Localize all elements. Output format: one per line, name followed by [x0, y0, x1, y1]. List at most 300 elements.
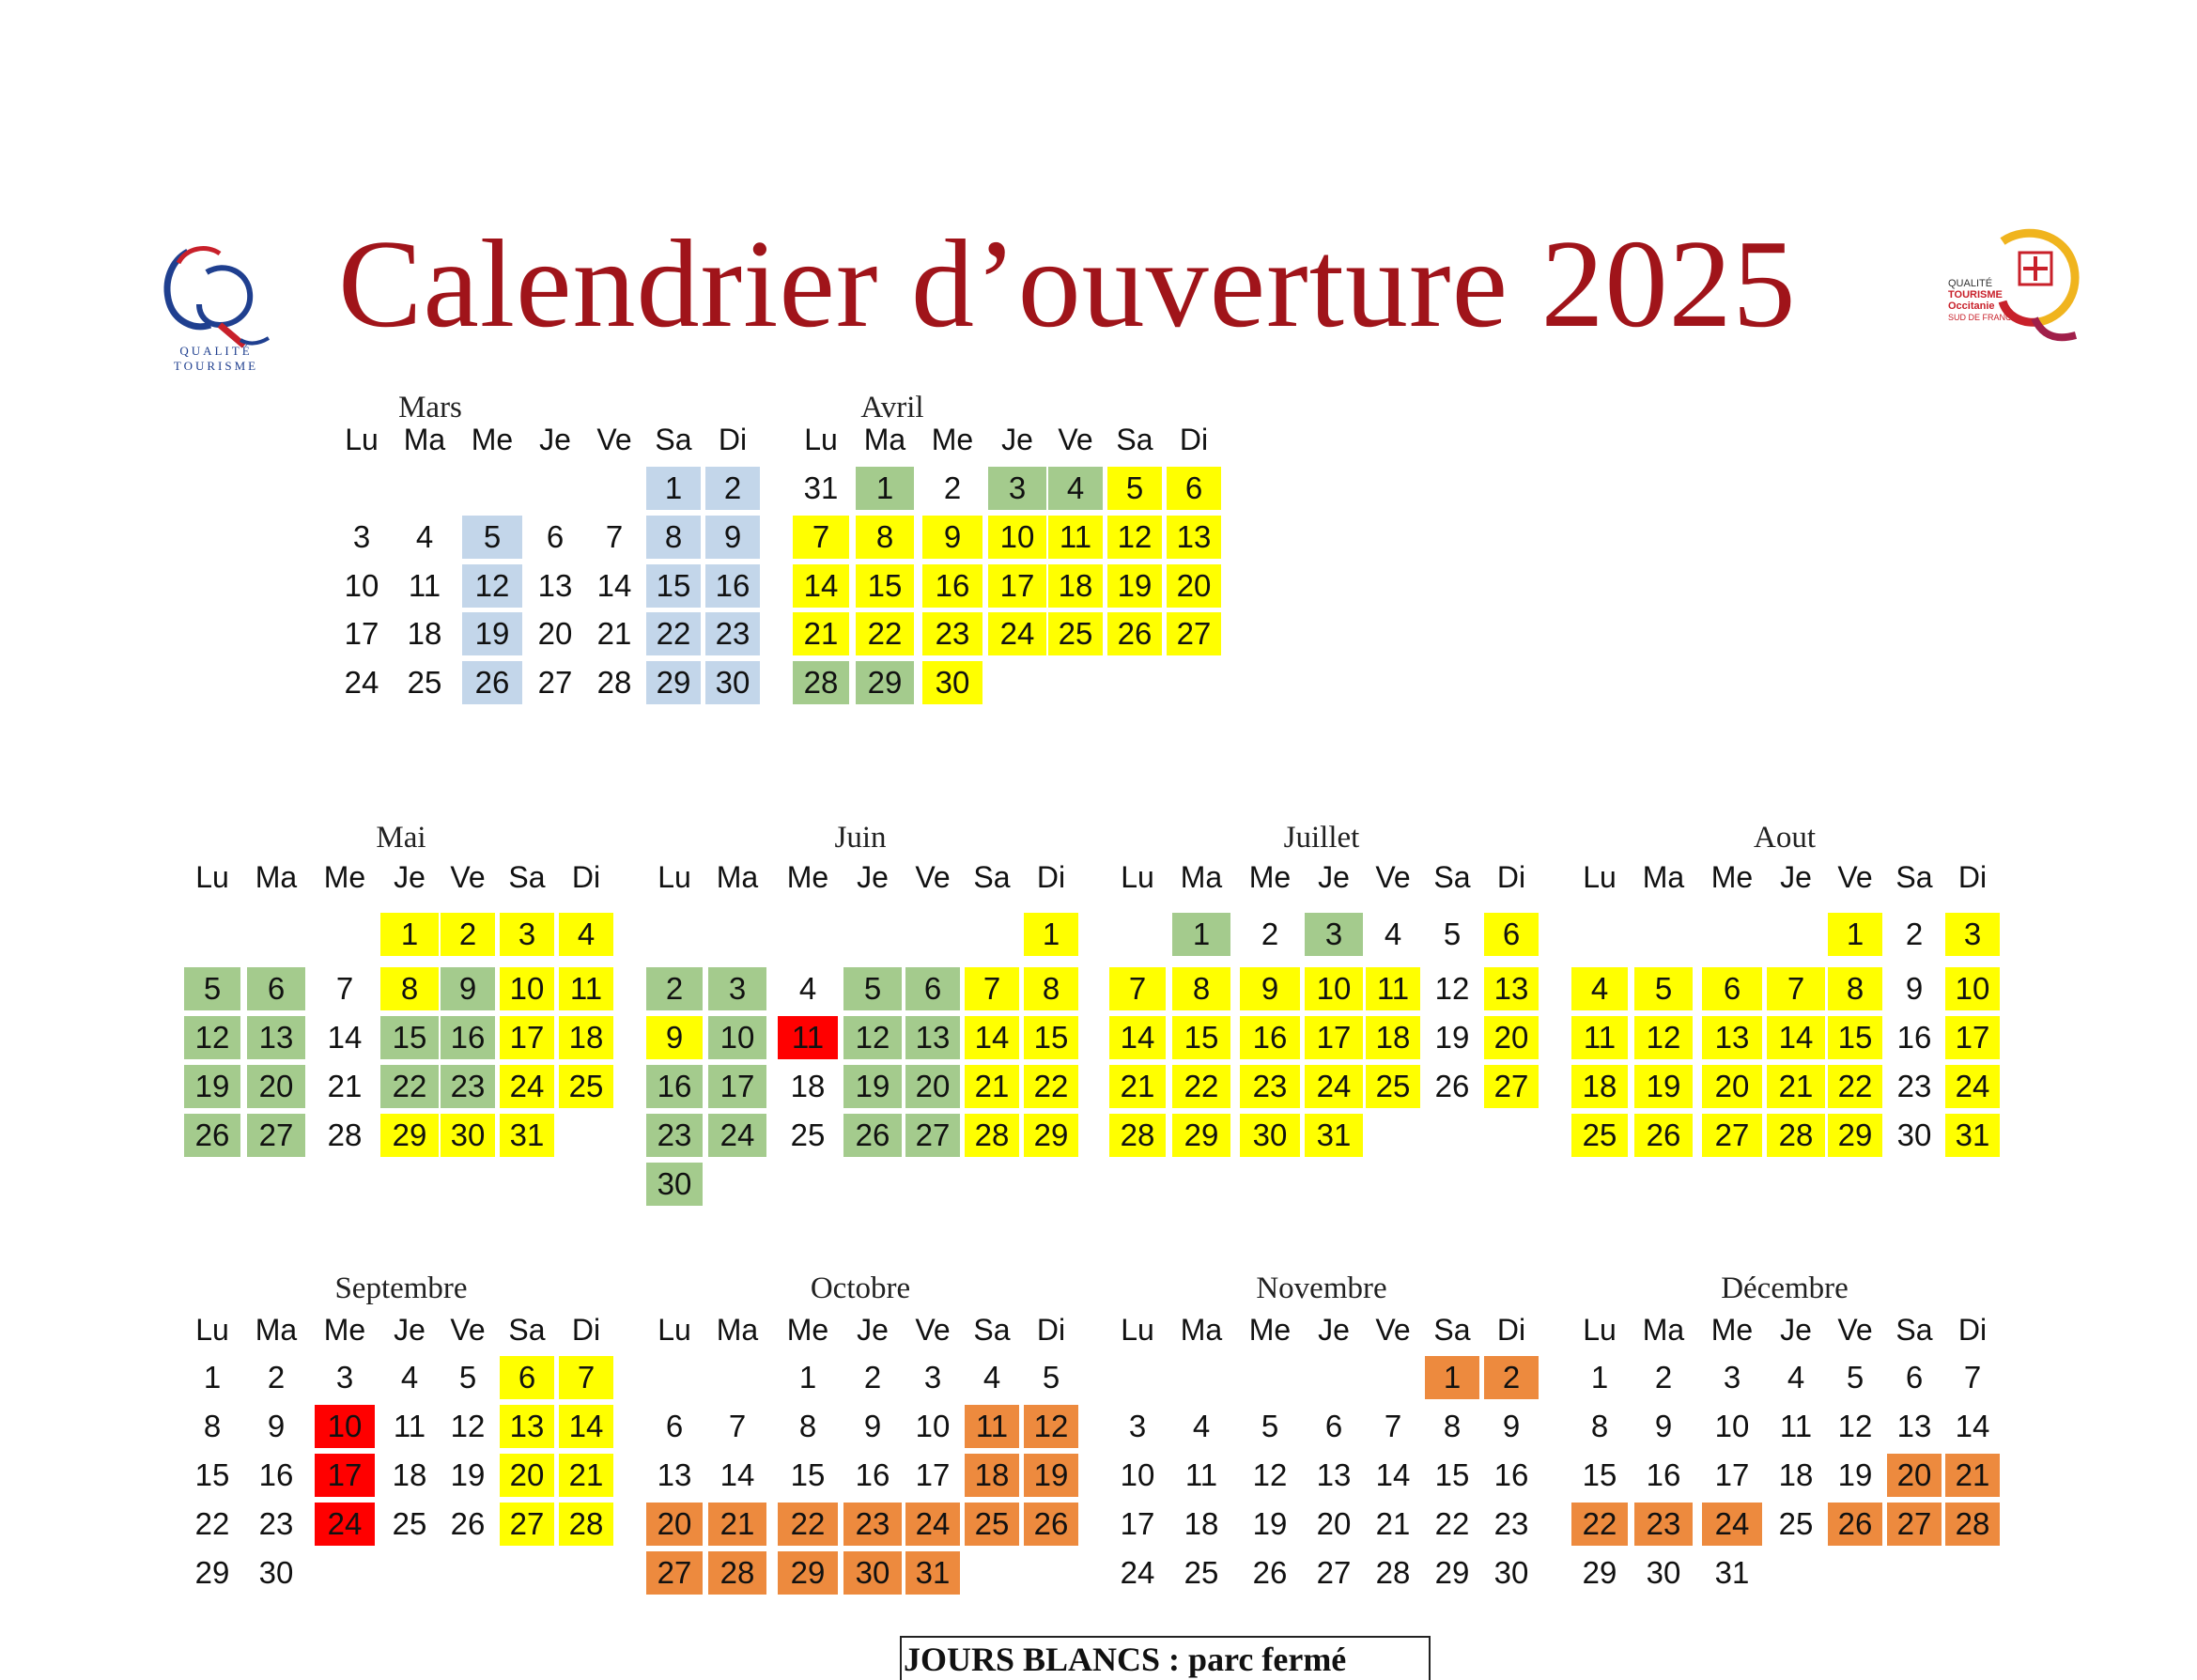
weekday-header: Sa [1895, 860, 1933, 894]
weekday-header: Lu [1583, 860, 1617, 894]
day-cell: 7 [315, 967, 375, 1010]
day-cell: 19 [1634, 1065, 1693, 1108]
month-name: Mars [398, 391, 462, 424]
day-cell: 23 [843, 1503, 902, 1546]
day-cell: 24 [333, 661, 390, 704]
weekday-header: Lu [195, 860, 229, 894]
day-cell: 20 [1702, 1065, 1762, 1108]
day-cell: 1 [1828, 913, 1882, 956]
day-cell: 27 [526, 661, 584, 704]
day-cell: 13 [1484, 967, 1539, 1010]
day-cell: 24 [1945, 1065, 2000, 1108]
weekday-header: Me [471, 423, 514, 456]
day-cell: 2 [247, 1356, 305, 1399]
day-cell: 20 [526, 612, 584, 655]
day-cell: 29 [1571, 1551, 1628, 1595]
day-cell: 9 [441, 967, 495, 1010]
day-cell: 12 [1828, 1405, 1882, 1448]
day-cell: 21 [315, 1065, 375, 1108]
day-cell: 3 [500, 913, 554, 956]
day-cell: 13 [1887, 1405, 1942, 1448]
day-cell: 31 [1305, 1114, 1363, 1157]
day-cell: 20 [1484, 1016, 1539, 1059]
weekday-header: Je [1318, 860, 1350, 894]
day-cell: 8 [1172, 967, 1230, 1010]
weekday-header: Sa [1895, 1313, 1933, 1347]
day-cell: 14 [1945, 1405, 2000, 1448]
day-cell: 17 [1305, 1016, 1363, 1059]
day-cell: 5 [1024, 1356, 1078, 1399]
day-cell: 10 [708, 1016, 766, 1059]
day-cell: 14 [315, 1016, 375, 1059]
weekday-header: Ve [450, 860, 486, 894]
qualite-tourisme-logo [150, 235, 282, 376]
weekday-header: Lu [1121, 1313, 1154, 1347]
day-cell: 8 [380, 967, 439, 1010]
day-cell: 16 [1240, 1016, 1300, 1059]
day-cell: 15 [778, 1454, 838, 1497]
day-cell: 16 [843, 1454, 902, 1497]
day-cell: 11 [380, 1405, 439, 1448]
weekday-header: Je [857, 860, 889, 894]
weekday-header: Je [539, 423, 571, 456]
weekday-header: Di [1957, 1313, 1988, 1347]
day-cell: 3 [1305, 913, 1363, 956]
weekday-header: Me [1248, 1313, 1292, 1347]
day-cell: 11 [1571, 1016, 1628, 1059]
day-cell: 28 [793, 661, 849, 704]
day-cell: 20 [1887, 1454, 1942, 1497]
weekday-header: Ve [1375, 1313, 1411, 1347]
day-cell: 10 [1702, 1405, 1762, 1448]
day-cell: 22 [380, 1065, 439, 1108]
day-cell: 14 [587, 564, 642, 608]
day-cell: 11 [965, 1405, 1019, 1448]
weekday-header: Ve [915, 1313, 951, 1347]
day-cell: 9 [1887, 967, 1942, 1010]
day-cell: 8 [778, 1405, 838, 1448]
day-cell: 30 [705, 661, 760, 704]
day-cell: 23 [646, 1114, 703, 1157]
weekday-header: Di [718, 423, 748, 456]
day-cell: 10 [988, 516, 1046, 559]
day-cell: 13 [1702, 1016, 1762, 1059]
svg-text:Occitanie: Occitanie [1948, 301, 1995, 312]
day-cell: 27 [500, 1503, 554, 1546]
weekday-header: Je [394, 860, 425, 894]
weekday-header: Sa [1116, 423, 1153, 456]
day-cell: 4 [380, 1356, 439, 1399]
day-cell: 4 [1366, 913, 1420, 956]
day-cell: 8 [184, 1405, 240, 1448]
day-cell: 7 [1109, 967, 1166, 1010]
day-cell: 22 [856, 612, 914, 655]
day-cell: 26 [843, 1114, 902, 1157]
day-cell: 28 [708, 1551, 766, 1595]
day-cell: 26 [1828, 1503, 1882, 1546]
day-cell: 17 [315, 1454, 375, 1497]
weekday-header: Ve [1837, 860, 1873, 894]
day-cell: 23 [1887, 1065, 1942, 1108]
day-cell: 24 [315, 1503, 375, 1546]
day-cell: 12 [1240, 1454, 1300, 1497]
day-cell: 15 [1571, 1454, 1628, 1497]
day-cell: 25 [1366, 1065, 1420, 1108]
day-cell: 9 [1240, 967, 1300, 1010]
day-cell: 13 [1305, 1454, 1363, 1497]
weekday-header: Me [786, 1313, 829, 1347]
day-cell: 1 [184, 1356, 240, 1399]
day-cell: 22 [1571, 1503, 1628, 1546]
weekday-header: Ve [915, 860, 951, 894]
day-cell: 16 [1484, 1454, 1539, 1497]
day-cell: 14 [1366, 1454, 1420, 1497]
day-cell: 13 [500, 1405, 554, 1448]
day-cell: 20 [247, 1065, 305, 1108]
day-cell: 4 [1571, 967, 1628, 1010]
day-cell: 8 [1024, 967, 1078, 1010]
day-cell: 26 [1107, 612, 1162, 655]
day-cell: 22 [184, 1503, 240, 1546]
day-cell: 21 [559, 1454, 613, 1497]
day-cell: 29 [1172, 1114, 1230, 1157]
day-cell: 2 [1634, 1356, 1693, 1399]
day-cell: 29 [646, 661, 701, 704]
day-cell: 12 [1634, 1016, 1693, 1059]
day-cell: 9 [646, 1016, 703, 1059]
day-cell: 3 [333, 516, 390, 559]
day-cell: 15 [184, 1454, 240, 1497]
page-title: Calendrier d’ouverture 2025 [338, 214, 1797, 353]
day-cell: 8 [646, 516, 701, 559]
weekday-header: Di [1496, 1313, 1526, 1347]
weekday-header: Ve [450, 1313, 486, 1347]
weekday-header: Di [1179, 423, 1209, 456]
day-cell: 18 [380, 1454, 439, 1497]
day-cell: 15 [646, 564, 701, 608]
day-cell: 14 [965, 1016, 1019, 1059]
day-cell: 2 [646, 967, 703, 1010]
day-cell: 23 [1484, 1503, 1539, 1546]
weekday-header: Me [786, 860, 829, 894]
weekday-header: Lu [345, 423, 379, 456]
weekday-header: Me [323, 860, 366, 894]
svg-text:QUALITÉ: QUALITÉ [179, 344, 253, 358]
month-name: Juillet [1283, 821, 1360, 855]
day-cell: 3 [1702, 1356, 1762, 1399]
day-cell: 28 [1945, 1503, 2000, 1546]
day-cell: 6 [247, 967, 305, 1010]
day-cell: 10 [500, 967, 554, 1010]
day-cell: 10 [315, 1405, 375, 1448]
day-cell: 14 [1767, 1016, 1825, 1059]
weekday-header: Me [1248, 860, 1292, 894]
day-cell: 7 [793, 516, 849, 559]
day-cell: 12 [184, 1016, 240, 1059]
day-cell: 13 [247, 1016, 305, 1059]
day-cell: 25 [778, 1114, 838, 1157]
day-cell: 3 [1109, 1405, 1166, 1448]
day-cell: 15 [380, 1016, 439, 1059]
day-cell: 11 [395, 564, 454, 608]
day-cell: 4 [395, 516, 454, 559]
day-cell: 30 [247, 1551, 305, 1595]
day-cell: 26 [462, 661, 522, 704]
day-cell: 25 [380, 1503, 439, 1546]
day-cell: 11 [1366, 967, 1420, 1010]
day-cell: 30 [1484, 1551, 1539, 1595]
day-cell: 19 [843, 1065, 902, 1108]
day-cell: 7 [708, 1405, 766, 1448]
day-cell: 18 [559, 1016, 613, 1059]
day-cell: 19 [1425, 1016, 1479, 1059]
weekday-header: Ve [1058, 423, 1093, 456]
weekday-header: Sa [508, 1313, 546, 1347]
weekday-header: Ve [1837, 1313, 1873, 1347]
day-cell: 8 [1828, 967, 1882, 1010]
day-cell: 14 [1109, 1016, 1166, 1059]
day-cell: 27 [1702, 1114, 1762, 1157]
day-cell: 9 [922, 516, 982, 559]
day-cell: 29 [1828, 1114, 1882, 1157]
weekday-header: Je [857, 1313, 889, 1347]
day-cell: 15 [1425, 1454, 1479, 1497]
day-cell: 23 [441, 1065, 495, 1108]
day-cell: 2 [705, 467, 760, 510]
day-cell: 5 [843, 967, 902, 1010]
weekday-header: Ve [1375, 860, 1411, 894]
day-cell: 18 [1571, 1065, 1628, 1108]
weekday-header: Ma [1180, 1313, 1223, 1347]
weekday-header: Sa [1433, 860, 1471, 894]
day-cell: 4 [778, 967, 838, 1010]
day-cell: 13 [1167, 516, 1221, 559]
weekday-header: Ma [1180, 860, 1223, 894]
day-cell: 22 [1425, 1503, 1479, 1546]
day-cell: 12 [843, 1016, 902, 1059]
day-cell: 10 [1305, 967, 1363, 1010]
day-cell: 26 [1240, 1551, 1300, 1595]
day-cell: 10 [905, 1405, 960, 1448]
weekday-header: Ma [1642, 1313, 1685, 1347]
day-cell: 19 [1024, 1454, 1078, 1497]
day-cell: 7 [587, 516, 642, 559]
weekday-header: Ma [1642, 860, 1685, 894]
day-cell: 6 [500, 1356, 554, 1399]
weekday-header: Je [1780, 1313, 1812, 1347]
day-cell: 16 [705, 564, 760, 608]
day-cell: 20 [500, 1454, 554, 1497]
day-cell: 11 [778, 1016, 838, 1059]
day-cell: 19 [462, 612, 522, 655]
day-cell: 5 [462, 516, 522, 559]
svg-text:QUALITÉ: QUALITÉ [1948, 278, 1993, 289]
day-cell: 17 [708, 1065, 766, 1108]
day-cell: 1 [778, 1356, 838, 1399]
weekday-header: Di [1036, 860, 1066, 894]
weekday-header: Di [1957, 860, 1988, 894]
day-cell: 30 [441, 1114, 495, 1157]
day-cell: 21 [587, 612, 642, 655]
day-cell: 16 [1887, 1016, 1942, 1059]
day-cell: 31 [905, 1551, 960, 1595]
day-cell: 4 [1172, 1405, 1230, 1448]
day-cell: 17 [1702, 1454, 1762, 1497]
weekday-header: Di [1496, 860, 1526, 894]
day-cell: 26 [1024, 1503, 1078, 1546]
day-cell: 3 [315, 1356, 375, 1399]
day-cell: 18 [778, 1065, 838, 1108]
day-cell: 11 [1048, 516, 1103, 559]
day-cell: 23 [705, 612, 760, 655]
month-name: Septembre [334, 1272, 468, 1305]
day-cell: 25 [965, 1503, 1019, 1546]
day-cell: 30 [1240, 1114, 1300, 1157]
weekday-header: Me [1710, 1313, 1754, 1347]
day-cell: 6 [646, 1405, 703, 1448]
day-cell: 24 [905, 1503, 960, 1546]
day-cell: 31 [1702, 1551, 1762, 1595]
svg-text:TOURISME: TOURISME [173, 359, 259, 373]
day-cell: 14 [793, 564, 849, 608]
day-cell: 21 [1945, 1454, 2000, 1497]
day-cell: 20 [1305, 1503, 1363, 1546]
weekday-header: Lu [195, 1313, 229, 1347]
day-cell: 9 [247, 1405, 305, 1448]
day-cell: 4 [559, 913, 613, 956]
day-cell: 1 [380, 913, 439, 956]
day-cell: 23 [1634, 1503, 1693, 1546]
day-cell: 1 [1024, 913, 1078, 956]
day-cell: 27 [1167, 612, 1221, 655]
day-cell: 5 [441, 1356, 495, 1399]
day-cell: 19 [1828, 1454, 1882, 1497]
weekday-header: Je [394, 1313, 425, 1347]
day-cell: 17 [905, 1454, 960, 1497]
day-cell: 1 [646, 467, 701, 510]
day-cell: 5 [1634, 967, 1693, 1010]
day-cell: 26 [1634, 1114, 1693, 1157]
day-cell: 2 [1887, 913, 1942, 956]
day-cell: 5 [1828, 1356, 1882, 1399]
weekday-header: Ma [716, 1313, 759, 1347]
day-cell: 9 [843, 1405, 902, 1448]
qualite-tourisme-occitanie-logo [1944, 221, 2095, 352]
day-cell: 29 [1024, 1114, 1078, 1157]
day-cell: 24 [500, 1065, 554, 1108]
weekday-header: Sa [1433, 1313, 1471, 1347]
day-cell: 28 [587, 661, 642, 704]
day-cell: 4 [1767, 1356, 1825, 1399]
day-cell: 21 [1109, 1065, 1166, 1108]
weekday-header: Di [571, 1313, 601, 1347]
day-cell: 19 [1107, 564, 1162, 608]
day-cell: 7 [1366, 1405, 1420, 1448]
day-cell: 29 [184, 1551, 240, 1595]
weekday-header: Lu [804, 423, 838, 456]
day-cell: 9 [705, 516, 760, 559]
day-cell: 31 [1945, 1114, 2000, 1157]
day-cell: 15 [856, 564, 914, 608]
month-name: Octobre [810, 1272, 911, 1305]
day-cell: 1 [1571, 1356, 1628, 1399]
day-cell: 7 [1945, 1356, 2000, 1399]
weekday-header: Ma [255, 860, 298, 894]
legend: JOURS BLANCS : parc fermé [900, 1636, 1431, 1680]
weekday-header: Je [1318, 1313, 1350, 1347]
day-cell: 5 [1107, 467, 1162, 510]
day-cell: 20 [1167, 564, 1221, 608]
day-cell: 17 [1945, 1016, 2000, 1059]
month-name: Décembre [1721, 1272, 1849, 1305]
day-cell: 17 [1109, 1503, 1166, 1546]
day-cell: 24 [1305, 1065, 1363, 1108]
day-cell: 13 [526, 564, 584, 608]
month-name: Aout [1754, 821, 1816, 855]
day-cell: 3 [905, 1356, 960, 1399]
day-cell: 30 [1887, 1114, 1942, 1157]
day-cell: 2 [843, 1356, 902, 1399]
day-cell: 29 [1425, 1551, 1479, 1595]
month-name: Avril [860, 391, 924, 424]
weekday-header: Me [1710, 860, 1754, 894]
day-cell: 21 [793, 612, 849, 655]
day-cell: 24 [988, 612, 1046, 655]
day-cell: 25 [1048, 612, 1103, 655]
day-cell: 26 [1425, 1065, 1479, 1108]
day-cell: 7 [559, 1356, 613, 1399]
day-cell: 26 [441, 1503, 495, 1546]
day-cell: 21 [965, 1065, 1019, 1108]
day-cell: 30 [843, 1551, 902, 1595]
weekday-header: Lu [1121, 860, 1154, 894]
day-cell: 6 [1702, 967, 1762, 1010]
day-cell: 29 [856, 661, 914, 704]
day-cell: 17 [988, 564, 1046, 608]
day-cell: 3 [988, 467, 1046, 510]
day-cell: 20 [905, 1065, 960, 1108]
day-cell: 18 [1172, 1503, 1230, 1546]
day-cell: 15 [1172, 1016, 1230, 1059]
day-cell: 14 [559, 1405, 613, 1448]
day-cell: 27 [905, 1114, 960, 1157]
day-cell: 25 [1571, 1114, 1628, 1157]
weekday-header: Ma [255, 1313, 298, 1347]
day-cell: 24 [1702, 1503, 1762, 1546]
day-cell: 20 [646, 1503, 703, 1546]
day-cell: 5 [1425, 913, 1479, 956]
day-cell: 8 [1425, 1405, 1479, 1448]
day-cell: 31 [500, 1114, 554, 1157]
day-cell: 6 [1484, 913, 1539, 956]
day-cell: 12 [1107, 516, 1162, 559]
day-cell: 12 [1024, 1405, 1078, 1448]
svg-text:SUD DE FRANCE: SUD DE FRANCE [1948, 313, 2018, 322]
day-cell: 10 [333, 564, 390, 608]
day-cell: 21 [708, 1503, 766, 1546]
weekday-header: Sa [973, 860, 1011, 894]
day-cell: 27 [1305, 1551, 1363, 1595]
day-cell: 15 [1828, 1016, 1882, 1059]
day-cell: 25 [1172, 1551, 1230, 1595]
day-cell: 28 [315, 1114, 375, 1157]
day-cell: 22 [1172, 1065, 1230, 1108]
day-cell: 28 [1366, 1551, 1420, 1595]
day-cell: 7 [965, 967, 1019, 1010]
day-cell: 23 [1240, 1065, 1300, 1108]
day-cell: 11 [1767, 1405, 1825, 1448]
day-cell: 13 [646, 1454, 703, 1497]
